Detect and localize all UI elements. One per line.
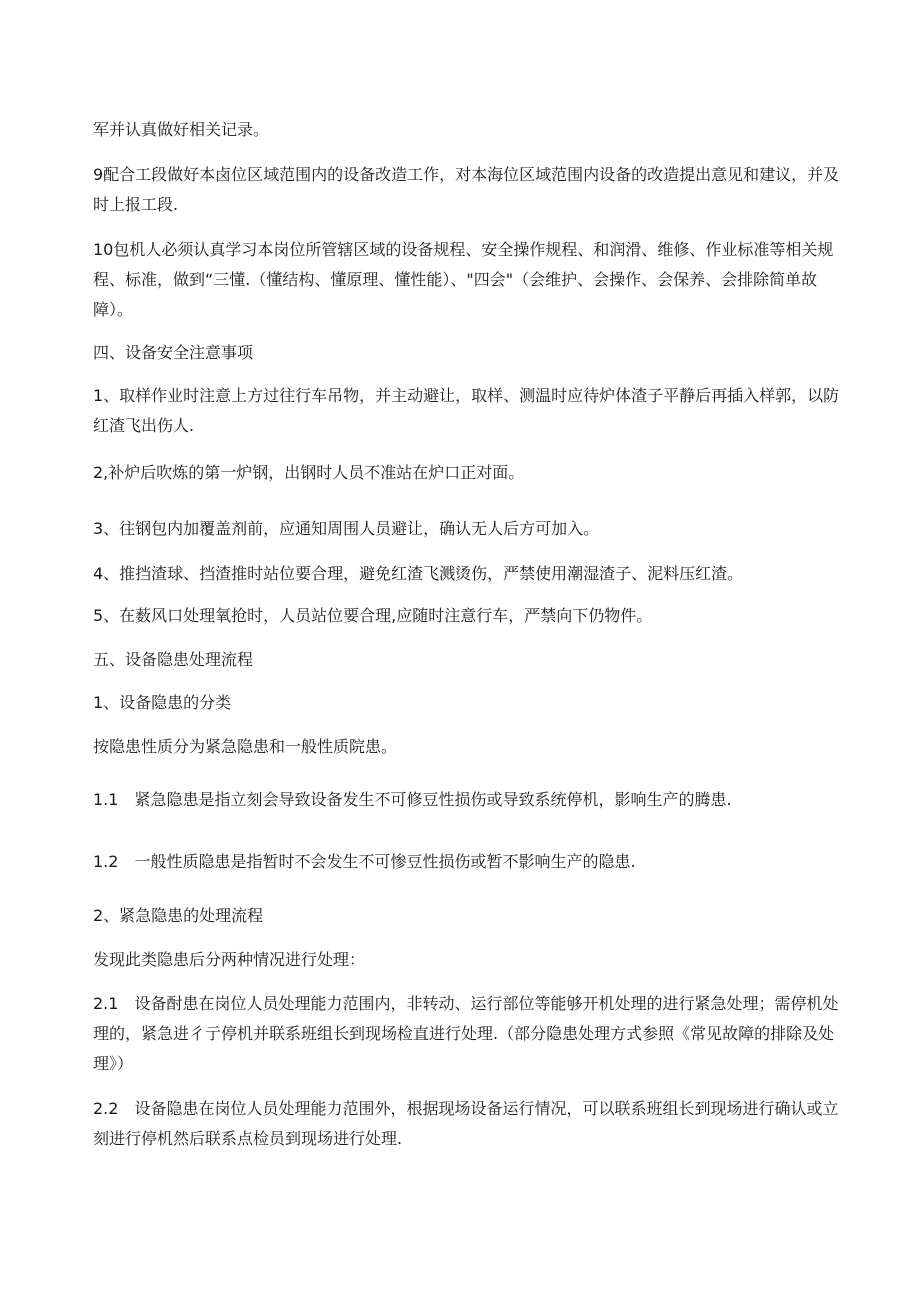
section-heading-5: 五、设备隐患处理流程 — [93, 650, 254, 669]
paragraph-item-9: 9配合工段做好本卤位区域范围内的设备改造工作，对本海位区域范围内设备的改造提出意见和建议，并及时上报工段. — [93, 165, 840, 214]
section-heading-4: 四、设备安全注意事项 — [93, 343, 254, 362]
item-1-1: 1.1 紧急隐患是指立刻会导致设备发生不可修豆性损伤或导致系统停机，影响生产的腾患. — [93, 790, 732, 809]
item-2-2: 2.2 设备隐患在岗位人员处理能力范围外，根据现场设备运行情况，可以联系班组长到现场进行确认或立刻进行停机然后联系点检员到现场进行处理. — [93, 1099, 839, 1148]
safety-item-4: 4、推挡渣球、挡渣推时站位要合理，避免红渣飞溅烫伤，严禁使用潮湿渣子、泥料压红渣。 — [93, 564, 744, 583]
subheading-classification: 1、设备隐患的分类 — [93, 693, 232, 712]
safety-item-3: 3、往钢包内加覆盖剂前，应通知周围人员避让，确认无人后方可加入。 — [93, 519, 600, 538]
safety-item-5: 5、在薮风口处理氧抢时，人员站位要合理,应随时注意行车，严禁向下仍物件。 — [93, 606, 653, 625]
subheading-urgent-process: 2、紧急隐患的处理流程 — [93, 906, 264, 925]
paragraph-two-cases: 发现此类隐患后分两种情况进行处理： — [93, 950, 366, 969]
paragraph-record-note: 军并认真做好相关记录。 — [93, 120, 270, 139]
paragraph-item-10: 10包机人必须认真学习本岗位所管辖区域的设备规程、安全操作规程、和润滑、维修、作业标准等相关规程、标准，做到“三懂.（懂结构、懂原理、懂性能）、"四会"（会维护、会操作、会保养、会排除简单故障）。 — [93, 240, 834, 319]
item-1-2: 1.2 一般性质隐患是指暂时不会发生不可惨豆性损伤或暂不影响生产的隐患. — [93, 852, 636, 871]
item-2-1: 2.1 设备酎患在岗位人员处理能力范围内，非转动、运行部位等能够开机处理的进行紧急处理；需停机处理的，紧急进彳亍停机并联系班组长到现场检直进行处理.（部分隐患处理方式参照《常见故障的排除及处理》） — [93, 994, 839, 1073]
paragraph-classification: 按隐患性质分为紧急隐患和一般性质院患。 — [93, 737, 398, 756]
safety-item-2: 2,补炉后吹炼的第一炉钢，出钢时人员不准站在炉口正对面。 — [93, 463, 525, 482]
safety-item-1: 1、取样作业时注意上方过往行车吊物，并主动避让，取样、测温时应待炉体渣子平静后再插入样郭，以防红渣飞出伤人. — [93, 386, 840, 435]
